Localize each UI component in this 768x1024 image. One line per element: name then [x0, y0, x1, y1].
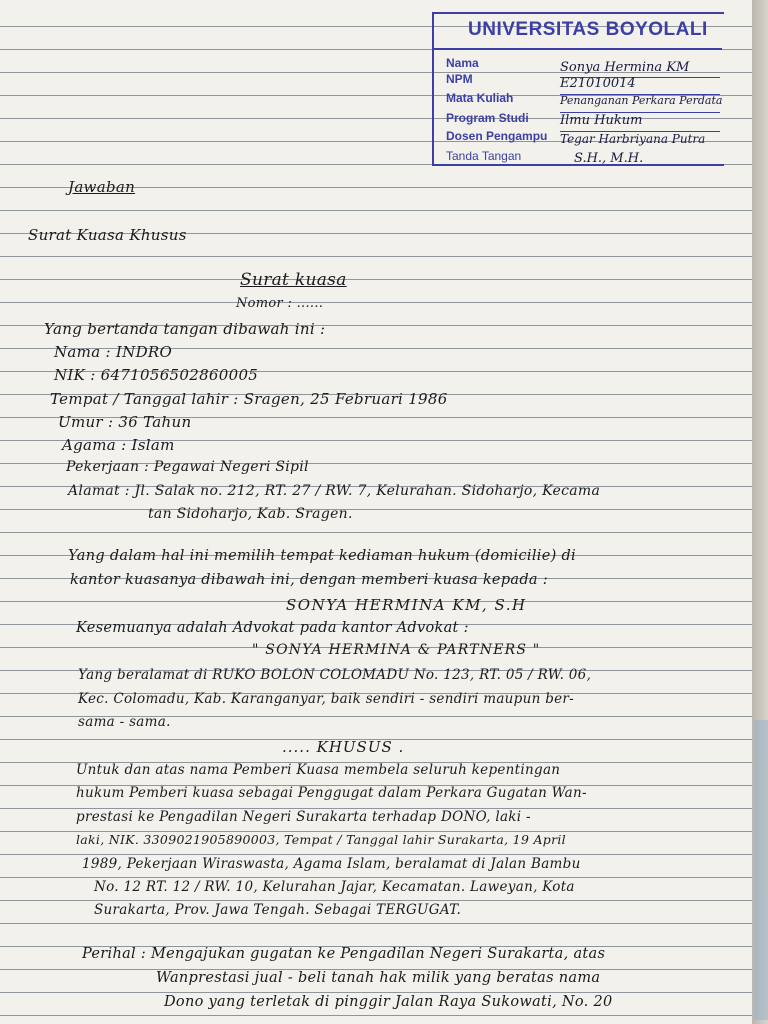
field-agama: Agama : Islam — [62, 436, 175, 454]
stamp-label-npm: NPM — [446, 72, 473, 86]
paragraph-line: prestasi ke Pengadilan Negeri Surakarta terhadap DONO, laki - — [76, 809, 531, 825]
stamp-label-mata-kuliah: Mata Kuliah — [446, 91, 514, 105]
field-nama: Nama : INDRO — [54, 343, 173, 361]
stamp-value-program-studi: Ilmu Hukum — [560, 113, 643, 128]
heading-jawaban: Jawaban — [68, 178, 136, 196]
paragraph-line: 1989, Pekerjaan Wiraswasta, Agama Islam, beralamat di Jalan Bambu — [82, 856, 581, 872]
university-stamp — [432, 12, 724, 166]
stamp-divider — [434, 48, 722, 50]
background-edge — [754, 720, 768, 1020]
paragraph-line: laki, NIK. 3309021905890003, Tempat / Tanggal lahir Surakarta, 19 April — [76, 832, 566, 847]
stamp-label-dosen: Dosen Pengampu — [446, 129, 548, 143]
field-alamat-2: tan Sidoharjo, Kab. Sragen. — [148, 506, 353, 522]
perihal-line-3: Dono yang terletak di pinggir Jalan Raya Sukowati, No. 20 — [164, 994, 613, 1010]
advokat-line-2: " SONYA HERMINA & PARTNERS " — [252, 642, 541, 658]
khusus-heading: ..... KHUSUS . — [282, 738, 405, 756]
alamat-kantor-3: sama - sama. — [78, 714, 171, 730]
perihal-line-2: Wanprestasi jual - beli tanah hak milik yang beratas nama — [156, 970, 601, 986]
paragraph-line: No. 12 RT. 12 / RW. 10, Kelurahan Jajar, Kecamatan. Laweyan, Kota — [94, 879, 575, 895]
stamp-value-npm: E21010014 — [560, 76, 636, 91]
alamat-kantor-2: Kec. Colomadu, Kab. Karanganyar, baik sendiri - sendiri maupun ber- — [78, 691, 575, 707]
stamp-title: UNIVERSITAS BOYOLALI — [468, 19, 708, 40]
field-umur: Umur : 36 Tahun — [58, 413, 192, 431]
stamp-value-mata-kuliah: Penanganan Perkara Perdata — [560, 94, 723, 107]
paragraph-line: hukum Pemberi kuasa sebagai Penggugat dalam Perkara Gugatan Wan- — [76, 785, 587, 801]
field-alamat-1: Alamat : Jl. Salak no. 212, RT. 27 / RW. 7, Kelurahan. Sidoharjo, Kecama — [68, 483, 601, 499]
intro-line: Yang bertanda tangan dibawah ini : — [44, 320, 326, 338]
stamp-label-nama: Nama — [446, 56, 479, 70]
stamp-label-tanda-tangan: Tanda Tangan — [446, 149, 522, 163]
letter-title: Surat kuasa — [240, 270, 347, 290]
field-nik: NIK : 6471056502860005 — [54, 366, 259, 384]
letter-number: Nomor : ...... — [236, 296, 324, 311]
kuasa-nama: SONYA HERMINA KM, S.H — [286, 596, 527, 614]
stamp-value-dosen: Tegar Harbriyana Putra — [560, 132, 706, 146]
alamat-kantor-1: Yang beralamat di RUKO BOLON COLOMADU No. 123, RT. 05 / RW. 06, — [78, 667, 592, 683]
stamp-value-nama: Sonya Hermina KM — [560, 60, 690, 75]
domisili-line-2: kantor kuasanya dibawah ini, dengan memberi kuasa kepada : — [70, 572, 548, 588]
paragraph-line: Untuk dan atas nama Pemberi Kuasa membela seluruh kepentingan — [76, 762, 561, 778]
page-edge — [752, 0, 768, 1024]
stamp-label-program-studi: Program Studi — [446, 111, 529, 125]
paragraph-line: Surakarta, Prov. Jawa Tengah. Sebagai TERGUGAT. — [94, 902, 462, 918]
domisili-line-1: Yang dalam hal ini memilih tempat kediaman hukum (domicilie) di — [68, 548, 576, 564]
perihal-line-1: Perihal : Mengajukan gugatan ke Pengadilan Negeri Surakarta, atas — [82, 946, 606, 962]
field-pekerjaan: Pekerjaan : Pegawai Negeri Sipil — [66, 459, 309, 475]
stamp-value-tanda-tangan: S.H., M.H. — [574, 151, 644, 166]
advokat-line-1: Kesemuanya adalah Advokat pada kantor Advokat : — [76, 620, 469, 636]
heading-topic: Surat Kuasa Khusus — [28, 226, 187, 244]
field-ttl: Tempat / Tanggal lahir : Sragen, 25 Februari 1986 — [50, 390, 448, 408]
